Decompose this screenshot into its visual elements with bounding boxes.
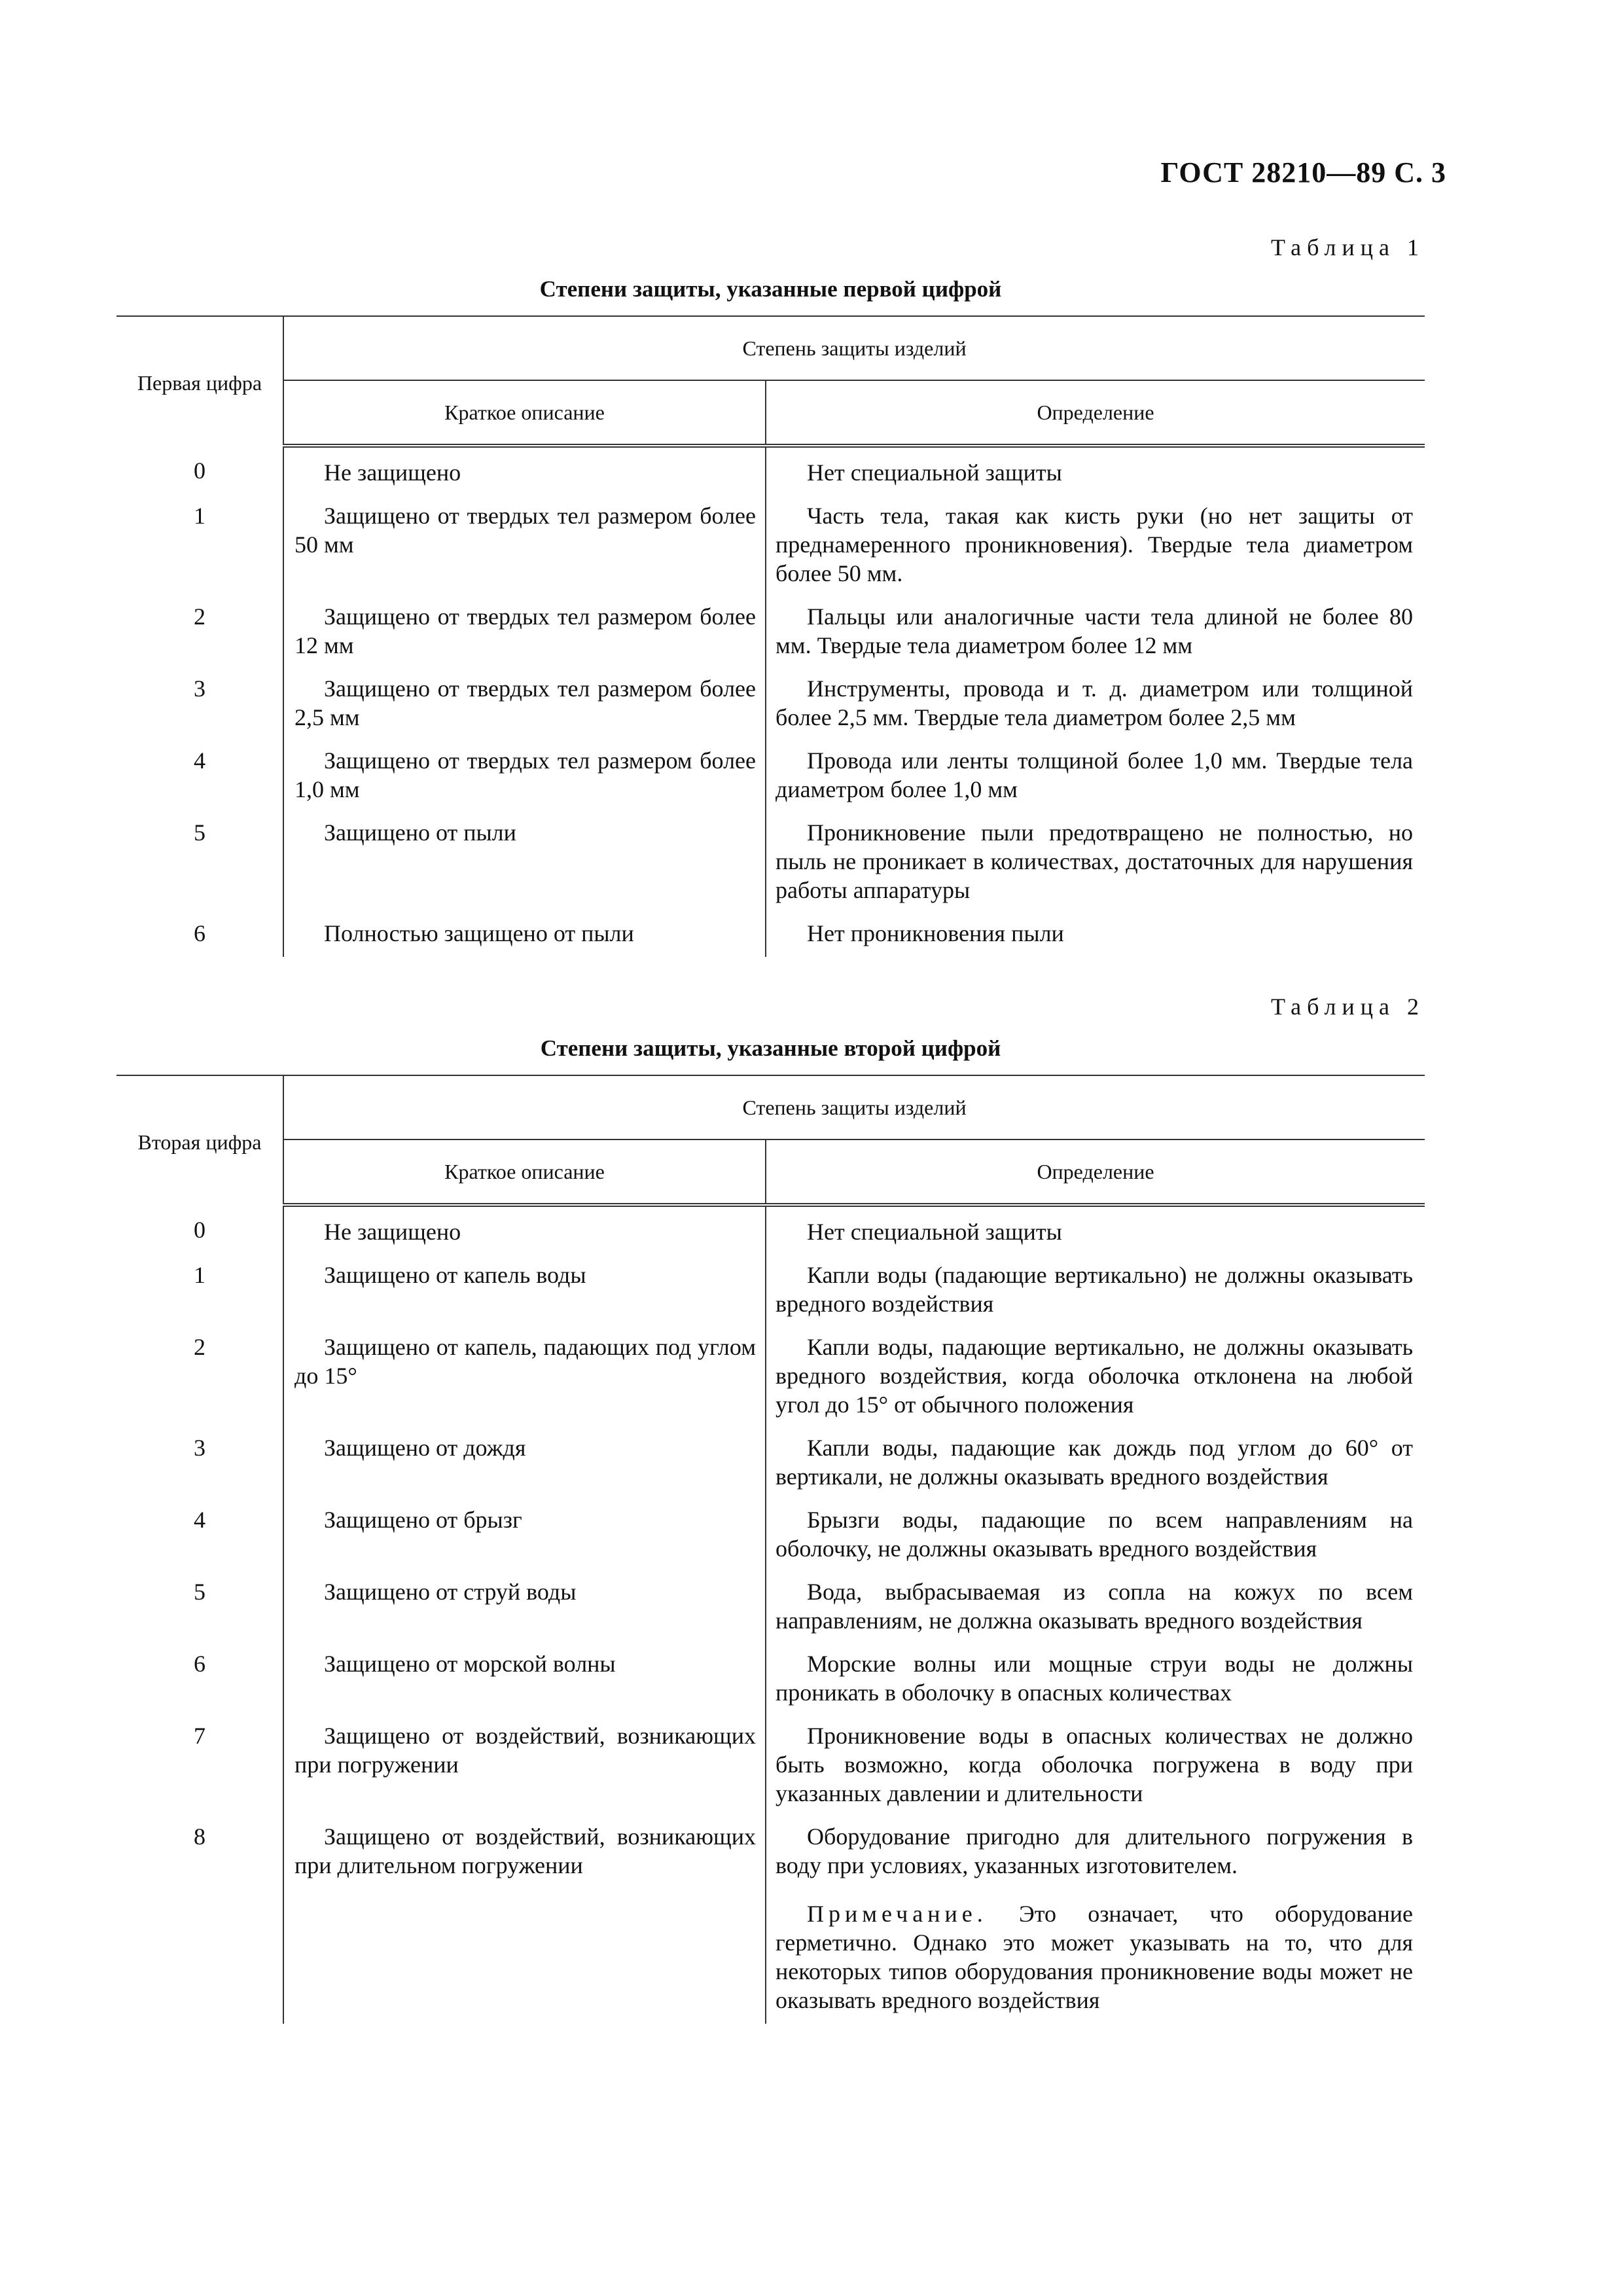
table-row [116,1205,1425,1255]
table-row [116,669,1425,741]
row-definition: Нет специальной защиты [766,446,1425,496]
table-row [116,1428,1425,1500]
table-2-block [116,992,1425,2024]
table-2-note-body [116,1889,1425,2024]
table-2-header-short: Краткое описание [283,1139,766,1205]
table-1-body [116,446,1425,957]
table-1-header-def: Определение [766,380,1425,446]
table-1-header-digit: Первая цифра [116,316,283,446]
row-digit: 4 [194,1507,205,1533]
row-definition: Нет проникновения пыли [766,914,1425,957]
row-short-description: Защищено от воздействий, возникающих при погружении [283,1716,766,1817]
row-short-description: Защищено от брызг [283,1500,766,1572]
row-definition: Нет специальной защиты [766,1205,1425,1255]
row-short-description: Не защищено [283,1205,766,1255]
row-short-description: Защищено от твердых тел размером более 12 мм [283,597,766,669]
table-row [116,741,1425,813]
row-digit: 6 [194,920,205,946]
row-definition: Пальцы или аналогичные части тела длиной не более 80 мм. Твердые тела диаметром более 12 мм [766,597,1425,669]
row-short-description: Защищено от твердых тел размером более 1,0 мм [283,741,766,813]
row-digit: 6 [194,1651,205,1677]
row-digit: 0 [194,1217,205,1243]
row-definition: Капли воды (падающие вертикально) не должны оказывать вредного воздействия [766,1255,1425,1327]
row-digit: 7 [194,1723,205,1749]
row-definition: Проникновение пыли предотвращено не полностью, но пыль не проникает в количествах, достаточных для нарушения работы аппаратуры [766,813,1425,914]
row-digit: 5 [194,1579,205,1605]
table-row [116,1572,1425,1644]
row-definition: Вода, выбрасываемая из сопла на кожух по всем направлениям, не должна оказывать вредного воздействия [766,1572,1425,1644]
row-definition: Брызги воды, падающие по всем направлениям на оболочку, не должны оказывать вредного воздействия [766,1500,1425,1572]
table-row [116,446,1425,496]
table-row [116,597,1425,669]
row-digit: 2 [194,1334,205,1360]
row-definition: Провода или ленты толщиной более 1,0 мм. Твердые тела диаметром более 1,0 мм [766,741,1425,813]
table-1 [116,315,1425,957]
row-short-description: Не защищено [283,446,766,496]
table-1-block [116,233,1425,957]
table-row [116,1716,1425,1817]
row-definition: Капли воды, падающие как дождь под углом до 60° от вертикали, не должны оказывать вредного воздействия [766,1428,1425,1500]
table-2-title: Степени защиты, указанные второй цифрой [540,1035,1001,1061]
page-header-doc-id: ГОСТ 28210—89 С. 3 [1160,156,1446,188]
table-row [116,1327,1425,1428]
table-2-note [766,1889,1425,2024]
row-short-description: Защищено от твердых тел размером более 2,5 мм [283,669,766,741]
note-label: Примечание. [807,1901,988,1927]
row-digit: 0 [194,457,205,484]
row-short-description: Защищено от дождя [283,1428,766,1500]
row-digit: 3 [194,1435,205,1461]
table-2-header-group: Степень защиты изделий [283,1075,1425,1139]
row-short-description: Полностью защищено от пыли [283,914,766,957]
row-digit: 1 [194,1262,205,1288]
table-2-header-digit: Вторая цифра [116,1075,283,1205]
row-short-description: Защищено от капель, падающих под углом до 15° [283,1327,766,1428]
row-digit: 3 [194,675,205,702]
table-2-body [116,1205,1425,1889]
row-definition: Часть тела, такая как кисть руки (но нет защиты от преднамеренного проникновения). Твердые тела диаметром более 50 мм. [766,496,1425,597]
table-1-title: Степени защиты, указанные первой цифрой [539,276,1002,302]
row-digit: 5 [194,819,205,846]
table-1-number: Таблица 1 [1271,234,1425,260]
row-definition: Проникновение воды в опасных количествах не должно быть возможно, когда оболочка погружена в воду при указанных давлении и длительности [766,1716,1425,1817]
row-short-description: Защищено от капель воды [283,1255,766,1327]
table-1-header-group: Степень защиты изделий [283,316,1425,380]
table-row [116,1644,1425,1716]
row-digit: 8 [194,1823,205,1850]
row-digit: 4 [194,747,205,774]
row-short-description: Защищено от пыли [283,813,766,914]
row-short-description: Защищено от струй воды [283,1572,766,1644]
table-row [116,914,1425,957]
table-2-note-row [116,1889,1425,2024]
table-2-number: Таблица 2 [1271,994,1425,1020]
row-digit: 1 [194,503,205,529]
row-definition: Инструменты, провода и т. д. диаметром или толщиной более 2,5 мм. Твердые тела диаметром более 2,5 мм [766,669,1425,741]
row-definition: Капли воды, падающие вертикально, не должны оказывать вредного воздействия, когда оболочка отклонена на любой угол до 15° от обычного положения [766,1327,1425,1428]
table-2-header-def: Определение [766,1139,1425,1205]
table-1-header-short: Краткое описание [283,380,766,446]
table-row [116,1255,1425,1327]
row-short-description: Защищено от воздействий, возникающих при длительном погружении [283,1817,766,1889]
row-short-description: Защищено от твердых тел размером более 50 мм [283,496,766,597]
table-row [116,813,1425,914]
table-row [116,1817,1425,1889]
row-definition: Оборудование пригодно для длительного погружения в воду при условиях, указанных изготовителем. [766,1817,1425,1889]
table-row [116,1500,1425,1572]
row-definition: Морские волны или мощные струи воды не должны проникать в оболочку в опасных количествах [766,1644,1425,1716]
row-short-description: Защищено от морской волны [283,1644,766,1716]
table-row [116,496,1425,597]
note-text: Это означает, что оборудование герметично. Однако это может указывать на то, что для некоторых типов оборудования проникновение воды может не оказывать вредного воздействия [776,1901,1414,2013]
row-digit: 2 [194,603,205,630]
table-2 [116,1075,1425,2024]
